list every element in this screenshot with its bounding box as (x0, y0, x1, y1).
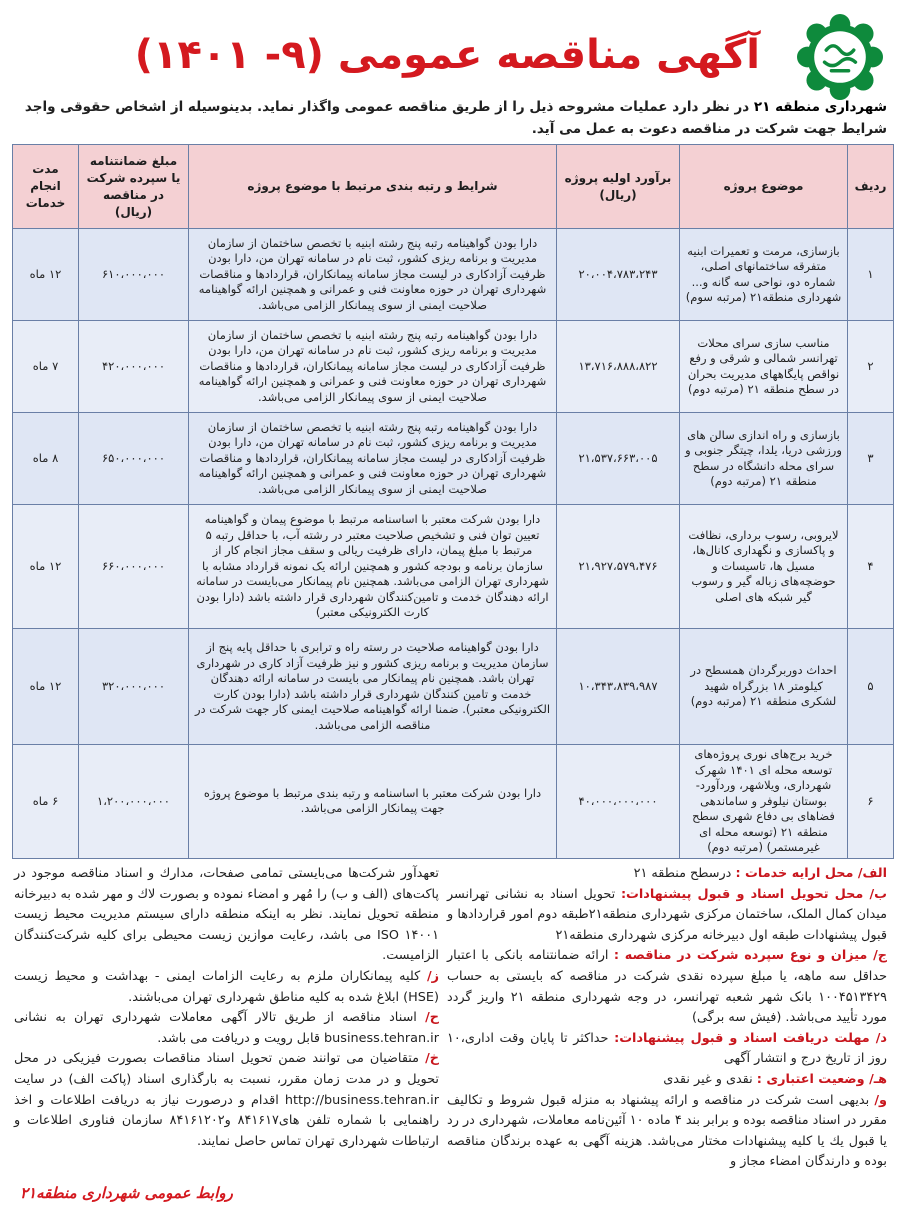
row-number: ۵ (848, 629, 894, 745)
header-row-number: ردیف (848, 145, 894, 229)
intro-municipality: شهرداری منطقه ۲۱ (753, 99, 887, 115)
tehran-municipality-logo-icon (797, 14, 883, 100)
table-row (13, 629, 894, 745)
section-ze-text: کلیه پیمانکاران ملزم به رعایت الزامات ایمنی - بهداشت و محیط زیست (HSE) ابلاغ شده به کلیه مناطق شهرداری تهران می‌باشند. (14, 968, 439, 1005)
row-guarantee: ۶۱۰،۰۰۰،۰۰۰ (79, 229, 189, 321)
row-conditions: دارا بودن شرکت معتبر با اساسنامه و رتبه بندی مرتبط با موضوع پروژه جهت پیمانکار الزامی می‌باشد. (189, 745, 557, 859)
section-he-text: نقدی و غیر نقدی (663, 1071, 757, 1087)
section-dal-text: حداکثر تا پایان وقت اداری،۱۰ روز از تاریخ درج و انتشار آگهی (447, 1030, 887, 1067)
table-row (13, 321, 894, 413)
row-subject: لایروبی، رسوب برداری، نظافت و پاکسازی و نگهداری کانال‌ها، مسیل ها، تاسیسات و حوضچه‌های زباله گیر و رسوب گیر شبکه های اصلی (680, 505, 848, 629)
public-relations-signature: روابط عمومی شهرداری منطقه۲۱ (20, 1184, 233, 1202)
table-row (13, 505, 894, 629)
header-estimate: برآورد اولیه پروژه (ریال) (557, 145, 680, 229)
section-he2 (14, 1008, 439, 1049)
header-subject: موضوع پروژه (680, 145, 848, 229)
row-estimate: ۲۰،۰۰۴،۷۸۳،۲۴۳ (557, 229, 680, 321)
table-header-row (13, 145, 894, 229)
section-be-label: ب/ محل تحویل اسناد و قبول پیشنهادات: (620, 886, 887, 902)
table-row (13, 229, 894, 321)
row-estimate: ۱۰،۳۴۳،۸۳۹،۹۸۷ (557, 629, 680, 745)
section-vav (447, 1091, 887, 1173)
section-alef-label: الف/ محل ارایه خدمات : (735, 866, 887, 881)
section-khe (14, 1049, 439, 1152)
row-number: ۶ (848, 745, 894, 859)
intro-paragraph (20, 96, 887, 140)
header-guarantee: مبلغ ضمانتنامه یا سپرده شرکت در مناقصه (ریال) (79, 145, 189, 229)
projects-table (12, 144, 894, 859)
row-subject: بازسازی، مرمت و تعمیرات ابنیه متفرقه ساختمانهای اصلی، شماره دو، نواحی سه گانه و... شهرداری منطقه۲۱ (مرتبه سوم) (680, 229, 848, 321)
section-jim-label: ج/ میزان و نوع سپرده شرکت در مناقصه : (613, 948, 888, 964)
row-estimate: ۴۰،۰۰۰،۰۰۰،۰۰۰ (557, 745, 680, 859)
row-number: ۳ (848, 413, 894, 505)
section-vav-label: و/ (874, 1092, 887, 1108)
section-he (447, 1070, 887, 1091)
section-vav-text: بدیهی است شرکت در مناقصه و ارائه پیشنهاد به منزله قبول شروط و تکالیف مقرر در اسناد مناقصه بوده و برابر بند ۴ ماده ۱۰ آئین‌نامه معاملات، شهرداری در رد یا قبول یك یا کلیه پیشنهادات مختار می‌باشد. هزینه آگهی به عهده برندگان مناقصه بوده و دارندگان امضاء مجاز و (447, 1092, 887, 1170)
row-subject: خرید برج‌های نوری پروژه‌های توسعه محله ای ۱۴۰۱ شهرک شهرداری، ویلاشهر، وردآورد- بوستان نیلوفر و ساماندهی فضاهای بی دفاع شهری سطح منطقه ۲۱ (توسعه محله ای غیرمستمر) (مرتبه دوم) (680, 745, 848, 859)
row-number: ۴ (848, 505, 894, 629)
row-duration: ۷ ماه (13, 321, 79, 413)
conditions-right-column (447, 864, 887, 1173)
section-ze-label: ز/ (426, 968, 439, 984)
row-estimate: ۱۳،۷۱۶،۸۸۸،۸۲۲ (557, 321, 680, 413)
section-be (447, 885, 887, 947)
section-continuation: تعهدآور شرکت‌ها می‌بایستی تمامی صفحات، مدارك و اسناد مناقصه موجود در پاکت‌های (الف و ب) را مُهر و امضاء نموده و بصورت لاك و مهر شده به دبیرخانه منطقه تحویل نمایند. نظر به اینکه منطقه دارای سیستم مدیریت محیط زیست ISO ۱۴۰۰۱ می باشد، رعایت موازین زیست محیطی برای کلیه شرکت‌کنندگان الزامیست. (14, 866, 439, 964)
row-estimate: ۲۱،۹۲۷،۵۷۹،۴۷۶ (557, 505, 680, 629)
row-duration: ۱۲ ماه (13, 229, 79, 321)
row-guarantee: ۶۵۰،۰۰۰،۰۰۰ (79, 413, 189, 505)
row-conditions: دارا بودن گواهینامه رتبه پنج رشته ابنیه با تخصص ساختمان از سازمان مدیریت و برنامه ریزی کشور، ثبت نام در سامانه تهران من، دارا بودن ظرفیت آزادکاری در لیست مجاز سامانه پیمانکاران، قراردادها و مناقصات شهرداری تهران در حوزه معاونت فنی و عمرانی و همچنین ارائه گواهینامه صلاحیت ایمنی از سوی پیمانکار الزامی می‌باشد. (189, 413, 557, 505)
row-subject: مناسب سازی سرای محلات تهرانسر شمالی و شرقی و رفع نواقص پایگاههای مدیریت بحران در سطح منطقه ۲۱ (مرتبه دوم) (680, 321, 848, 413)
row-guarantee: ۳۲۰،۰۰۰،۰۰۰ (79, 629, 189, 745)
row-duration: ۶ ماه (13, 745, 79, 859)
row-subject: احداث دوربرگردان همسطح در کیلومتر ۱۸ بزرگراه شهید لشکری منطقه ۲۱ (مرتبه دوم) (680, 629, 848, 745)
row-estimate: ۲۱،۵۳۷،۶۶۳،۰۰۵ (557, 413, 680, 505)
section-alef-text: درسطح منطقه ۲۱ (633, 866, 736, 881)
row-guarantee: ۴۲۰،۰۰۰،۰۰۰ (79, 321, 189, 413)
row-conditions: دارا بودن گواهینامه رتبه پنج رشته ابنیه با تخصص ساختمان از سازمان مدیریت و برنامه ریزی کشور، ثبت نام در سامانه تهران من، دارا بودن ظرفیت آزادکاری در لیست مجاز سامانه پیمانکاران، قراردادها و مناقصات شهرداری تهران در حوزه معاونت فنی و عمرانی و همچنین ارائه گواهینامه صلاحیت ایمنی از سوی پیمانکار الزامی می‌باشد. (189, 229, 557, 321)
section-alef (447, 864, 887, 885)
section-jim-text: ارائه ضمانتنامه بانکی با اعتبار حداقل سه ماهه، یا مبلغ سپرده نقدی شرکت در مناقصه که بایستی به حساب ۱۰۰۴۵۱۳۴۲۹ بانک شهر شعبه تهرانسر، در وجه شهرداری منطقه ۲۱ واریز گردد مورد تأیید می‌باشد. (فیش سه برگی) (447, 948, 887, 1026)
section-be-text: تحویل اسناد به نشانی تهرانسر میدان کمال الملک، ساختمان مرکزی شهرداری منطقه۲۱طبقه دوم امور قراردادها و قبول پیشنهادات طبقه اول دبیرخانه مرکزی شهرداری منطقه۲۱ (447, 886, 887, 943)
page-title: آگهی مناقصه عمومی (۹- ۱۴۰۱) (134, 32, 760, 78)
section-dal (447, 1029, 887, 1070)
section-he2-label: ح/ (425, 1010, 439, 1026)
section-he2-text: اسناد مناقصه از طریق تالار آگهی معاملات شهرداری تهران به نشانی business.tehran.ir قابل رویت و دریافت می باشد. (14, 1010, 439, 1046)
row-number: ۱ (848, 229, 894, 321)
section-khe-label: خ/ (425, 1051, 439, 1067)
header-duration: مدت انجام خدمات (13, 145, 79, 229)
section-khe-text: متقاضیان می توانند ضمن تحویل اسناد مناقصات بصورت فیزیکی در محل تحویل و در مدت زمان مقرر، نسبت به بارگذاری اسناد (پاکت الف) در سایت http://business.tehran.ir اقدام و درصورت نیاز به دریافت اطلاعات و اخذ راهنمایی با شماره تلفن های۸۴۱۶۱۷ و۸۴۱۶۱۲۰۲ سازمان فناوری اطلاعات و ارتباطات شهرداری تهران تماس حاصل نمایند. (14, 1051, 439, 1149)
row-duration: ۱۲ ماه (13, 629, 79, 745)
row-conditions: دارا بودن شرکت معتبر با اساسنامه مرتبط با موضوع پیمان و گواهینامه تعیین توان فنی و تشخیص صلاحیت معتبر در رشته آب، با حداقل رتبه ۵ مرتبط با مبلغ پیمان، دارای ظرفیت ریالی و سقف مجاز انجام کار از سازمان برنامه و بودجه کشور و همچنین ارائه یک نمونه قرارداد مشابه با شهرداری تهران الزامی می‌باشد. همچنین نام پیمانکار می‌بایست در سامانه ارائه دهندگان خدمت و تامین‌کنندگان شهرداری قرار داشته باشد (دارا بودن کارت الکترونیکی معتبر) (189, 505, 557, 629)
row-subject: بازسازی و راه اندازی سالن های ورزشی دریا، یلدا، چیتگر جنوبی و سرای محله دانشگاه در سطح منطقه ۲۱ (مرتبه دوم) (680, 413, 848, 505)
section-dal-label: د/ مهلت دریافت اسناد و قبول پیشنهادات: (614, 1030, 887, 1046)
intro-text: در نظر دارد عملیات مشروحه ذیل را از طریق مناقصه عمومی واگذار نماید. بدینوسیله از اشخاص حقوقی واجد شرایط جهت شرکت در مناقصه دعوت به عمل می آید. (24, 99, 887, 137)
header-conditions: شرایط و رتبه بندی مرتبط با موضوع پروژه (189, 145, 557, 229)
section-he-label: هـ/ وضعیت اعتباری : (756, 1071, 887, 1087)
section-jim (447, 946, 887, 1028)
row-guarantee: ۶۶۰،۰۰۰،۰۰۰ (79, 505, 189, 629)
row-duration: ۱۲ ماه (13, 505, 79, 629)
table-row (13, 413, 894, 505)
section-ze (14, 967, 439, 1008)
table-row (13, 745, 894, 859)
conditions-left-column (14, 864, 439, 1152)
row-conditions: دارا بودن گواهینامه رتبه پنج رشته ابنیه با تخصص ساختمان از سازمان مدیریت و برنامه ریزی کشور، ثبت نام در سامانه تهران من، دارا بودن ظرفیت آزادکاری در لیست مجاز سامانه پیمانکاران، قراردادها و مناقصات شهرداری تهران در حوزه معاونت فنی و عمرانی و همچنین ارائه گواهینامه صلاحیت ایمنی از سوی پیمانکار الزامی می‌باشد. (189, 321, 557, 413)
row-duration: ۸ ماه (13, 413, 79, 505)
row-number: ۲ (848, 321, 894, 413)
row-guarantee: ۱،۲۰۰،۰۰۰،۰۰۰ (79, 745, 189, 859)
row-conditions: دارا بودن گواهینامه صلاحیت در رسته راه و ترابری با حداقل پایه پنج از سازمان مدیریت و برنامه ریزی کشور و نیز ظرفیت آزاد کاری در شهرداری تهران باشد. همچنین نام پیمانکار می بایست در سامانه ارائه دهندگان خدمت و تامین کنندگان شهرداری قرار داشته باشد (دارا بودن کارت الکترونیکی معتبر). ضمنا ارائه گواهینامه صلاحیت ایمنی کار جهت شرکت در مناقصه الزامی می‌باشد. (189, 629, 557, 745)
